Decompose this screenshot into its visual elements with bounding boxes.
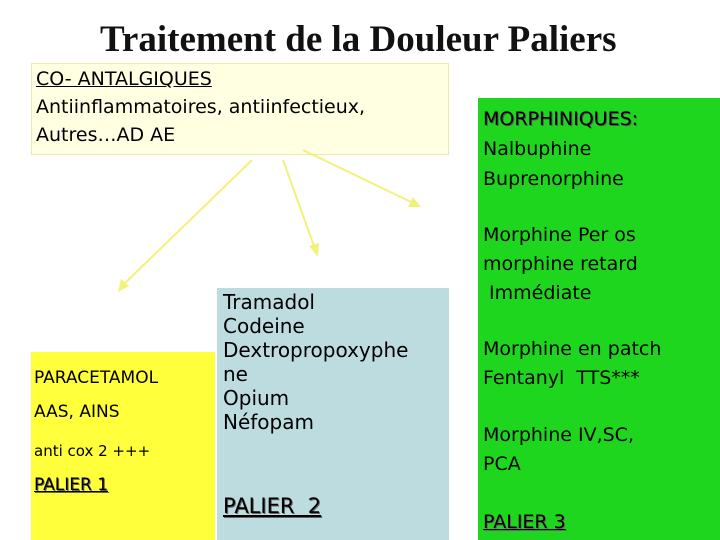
palier3-pca: PCA [483, 453, 521, 475]
palier3-morphine-retard: morphine retard [483, 253, 638, 275]
arrow-to-palier1 [125, 160, 252, 283]
palier3-fentanyl: Fentanyl TTS*** [483, 367, 640, 389]
palier3-heading: MORPHINIQUES: [483, 108, 639, 130]
palier2-box [217, 288, 449, 540]
palier1-item-paracetamol: PARACETAMOL [34, 368, 159, 388]
palier2-item: Codeine [223, 314, 305, 338]
palier2-list [223, 290, 408, 434]
palier3-box [478, 98, 720, 540]
palier3-buprenorphine: Buprenorphine [483, 168, 624, 190]
palier1-item-anticox: anti cox 2 +++ [34, 442, 151, 460]
palier2-item: Néfopam [223, 410, 314, 434]
arrow-to-palier2 [283, 160, 314, 246]
palier2-item: ne [223, 362, 248, 386]
palier1-box [31, 352, 215, 540]
palier2-label: PALIER 2 [223, 494, 322, 518]
palier1-label: PALIER 1 [34, 475, 109, 495]
palier1-item-aas: AAS, AINS [34, 402, 120, 422]
palier3-morphine-iv: Morphine IV,SC, [483, 424, 634, 446]
palier2-item: Dextropropoxyphe [223, 338, 409, 362]
slide-title: Traitement de la Douleur Paliers [100, 19, 617, 60]
palier2-item: Tramadol [223, 290, 315, 314]
palier3-morphine-per-os: Morphine Per os [483, 224, 636, 246]
palier3-label: PALIER 3 [483, 511, 566, 533]
palier2-item: Opium [223, 386, 290, 410]
co-antalgiques-line2: Autres…AD AE [36, 124, 176, 146]
arrow-to-palier2-head [309, 243, 319, 257]
palier3-morphine-patch: Morphine en patch [483, 338, 662, 360]
arrow-to-palier3 [303, 150, 411, 202]
palier3-nalbuphine: Nalbuphine [483, 138, 592, 160]
co-antalgiques-heading: CO- ANTALGIQUES [36, 68, 212, 90]
co-antalgiques-line1: Antiinflammatoires, antiinfectieux, [36, 96, 366, 118]
palier3-immediate: Immédiate [483, 282, 592, 304]
